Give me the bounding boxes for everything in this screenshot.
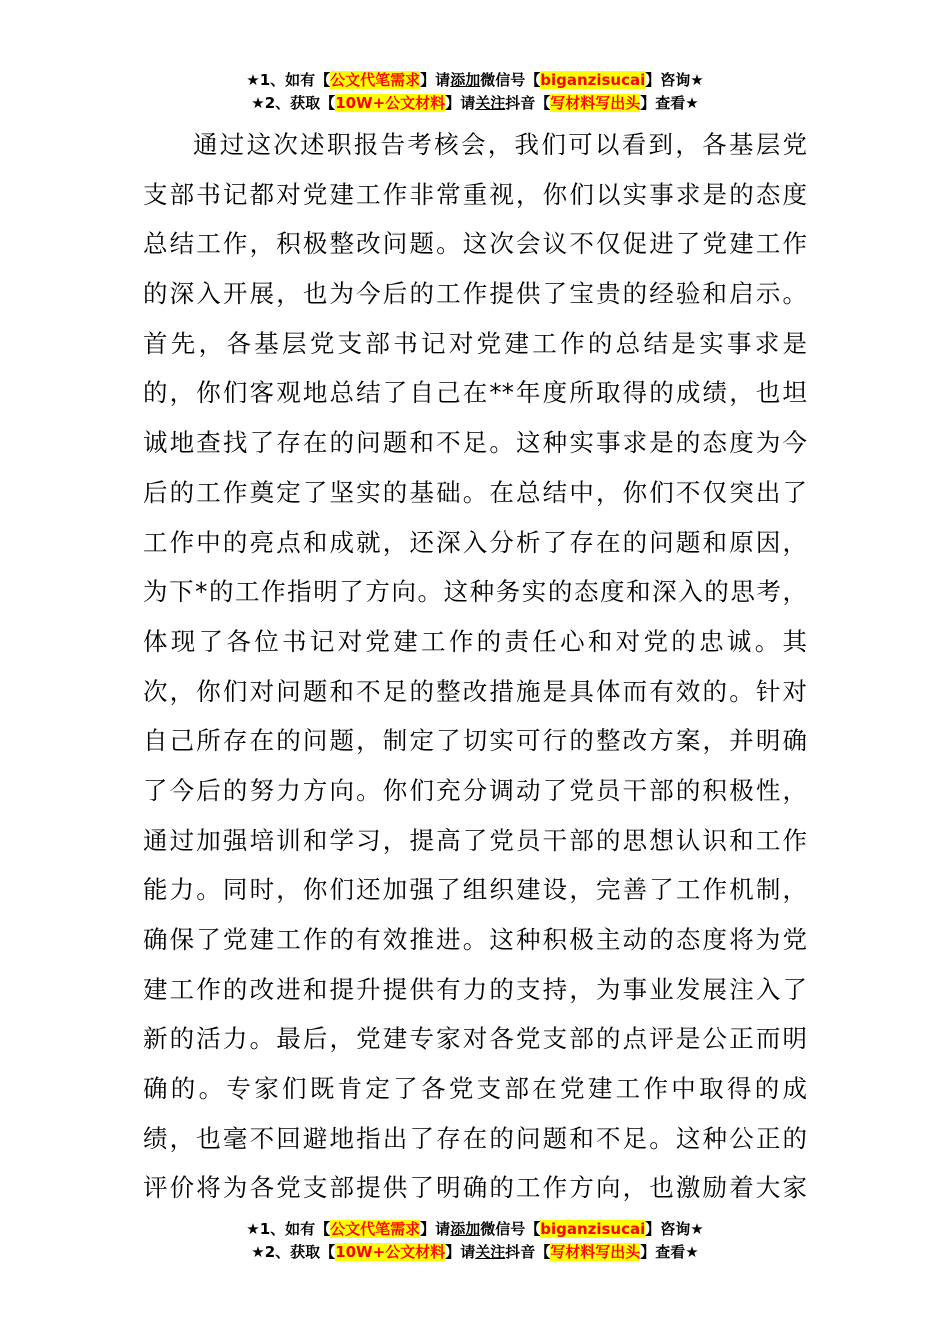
highlight-materials: 10W+公文材料 [335,94,446,112]
header-promo [0,69,950,115]
promo-text: 】查看★ [640,1243,699,1261]
promo-text: 】咨询★ [645,1220,704,1238]
promo-line-1 [0,1218,950,1241]
star-icon: ★ [246,71,260,89]
body-line: 通过加强培训和学习，提高了党员干部的思想认识和工作 [143,825,807,855]
body-line: 的，你们客观地总结了自己在**年度所取得的成绩，也坦 [143,378,807,408]
promo-text: 抖音【 [505,94,551,112]
promo-text: 微信号【 [480,1220,541,1238]
highlight-douyin-account: 写材料写出头 [550,94,641,112]
promo-text: 】请 [445,94,476,112]
body-line: 诚地查找了存在的问题和不足。这种实事求是的态度为今 [143,428,807,458]
underlined-text: 关注 [475,1243,506,1261]
underlined-text: 添加 [450,1220,481,1238]
star-icon: ★ [246,1220,260,1238]
highlight-service: 公文代笔需求 [330,71,421,89]
highlight-service: 公文代笔需求 [330,1220,421,1238]
promo-text: 】咨询★ [645,71,704,89]
promo-text: 2、获取【 [264,1243,336,1261]
body-line: 评价将为各党支部提供了明确的工作方向，也激励着大家 [143,1173,807,1203]
body-line: 能力。同时，你们还加强了组织建设，完善了工作机制， [143,875,807,905]
body-line: 次，你们对问题和不足的整改措施是具体而有效的。针对 [143,676,807,706]
promo-text: 1、如有【 [259,71,331,89]
underlined-text: 关注 [475,94,506,112]
star-icon: ★ [251,1243,265,1261]
body-line: 支部书记都对党建工作非常重视，你们以实事求是的态度 [143,179,807,209]
promo-text: 1、如有【 [259,1220,331,1238]
document-body [143,120,807,1213]
highlight-materials: 10W+公文材料 [335,1243,446,1261]
body-line: 后的工作奠定了坚实的基础。在总结中，你们不仅突出了 [143,477,807,507]
promo-text: 】请 [420,1220,451,1238]
promo-text: 微信号【 [480,71,541,89]
body-line: 通过这次述职报告考核会，我们可以看到，各基层党 [193,130,807,159]
promo-text: 】请 [445,1243,476,1261]
promo-line-2 [0,92,950,115]
promo-text: 】请 [420,71,451,89]
body-line: 了今后的努力方向。你们充分调动了党员干部的积极性， [143,775,807,805]
body-line: 体现了各位书记对党建工作的责任心和对党的忠诚。其 [143,626,807,656]
promo-text: 】查看★ [640,94,699,112]
body-line: 自己所存在的问题，制定了切实可行的整改方案，并明确 [143,726,807,756]
body-line: 总结工作，积极整改问题。这次会议不仅促进了党建工作 [143,229,807,259]
body-line: 建工作的改进和提升提供有力的支持，为事业发展注入了 [143,974,807,1004]
body-line: 工作中的亮点和成就，还深入分析了存在的问题和原因， [143,527,807,557]
footer-promo [0,1218,950,1264]
body-line: 确保了党建工作的有效推进。这种积极主动的态度将为党 [143,925,807,954]
body-line: 为下*的工作指明了方向。这种务实的态度和深入的思考， [143,577,807,607]
body-line: 首先，各基层党支部书记对党建工作的总结是实事求是 [143,328,807,358]
body-line: 绩，也毫不回避地指出了存在的问题和不足。这种公正的 [143,1123,807,1153]
highlight-wechat-id: biganzisucai [540,71,646,89]
star-icon: ★ [251,94,265,112]
promo-line-2 [0,1241,950,1264]
highlight-douyin-account: 写材料写出头 [550,1243,641,1261]
promo-text: 2、获取【 [264,94,336,112]
highlight-wechat-id: biganzisucai [540,1220,646,1238]
underlined-text: 添加 [450,71,481,89]
body-line: 确的。专家们既肯定了各党支部在党建工作中取得的成 [143,1074,807,1104]
promo-text: 抖音【 [505,1243,551,1261]
promo-line-1 [0,69,950,92]
body-line: 的深入开展，也为今后的工作提供了宝贵的经验和启示。 [143,279,807,309]
body-line: 新的活力。最后，党建专家对各党支部的点评是公正而明 [143,1024,807,1054]
